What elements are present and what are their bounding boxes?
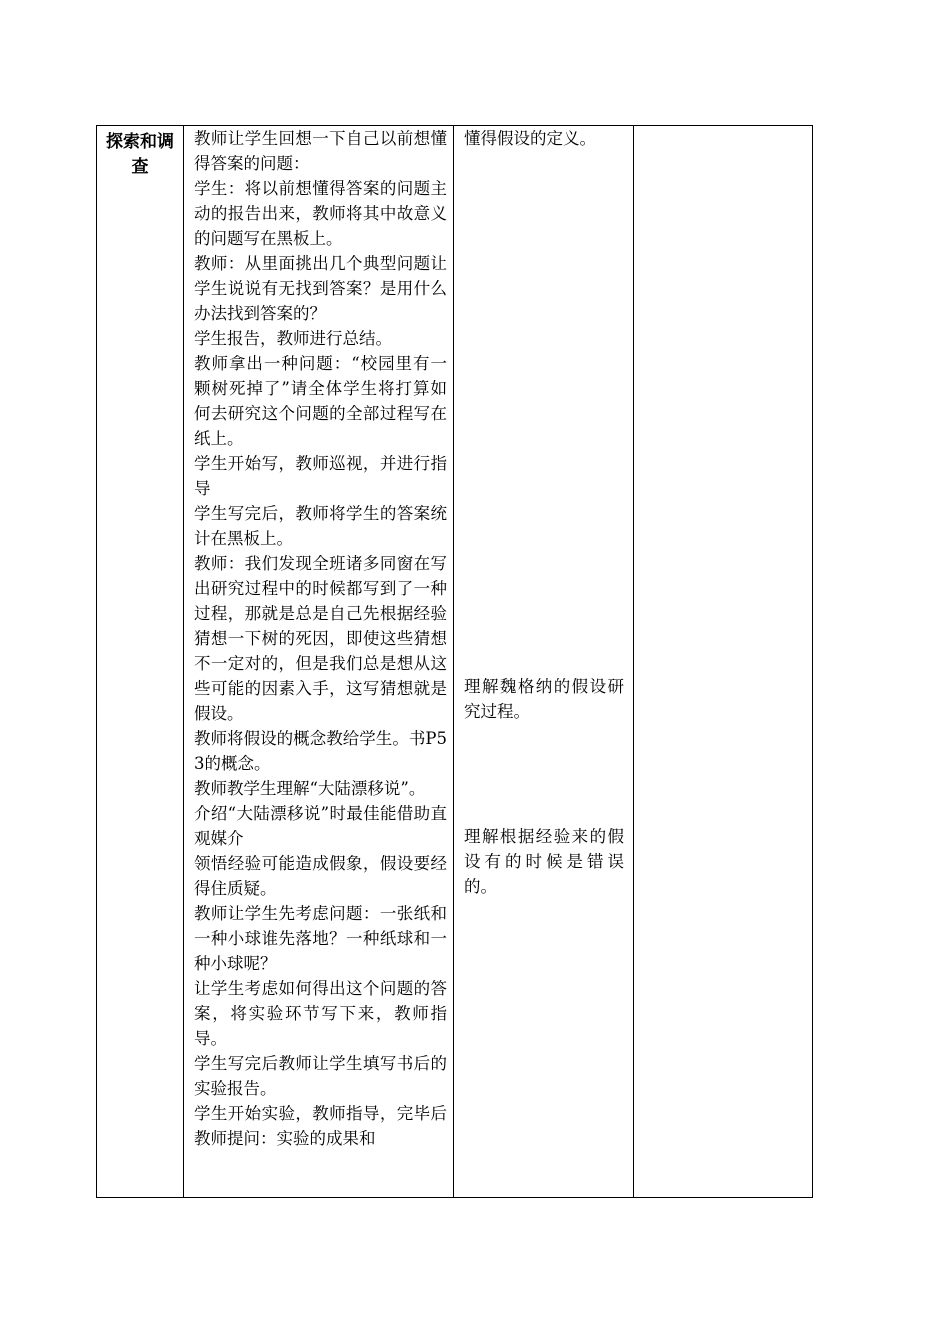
- content-paragraph: 教师拿出一种问题：“校园里有一颗树死掉了”请全体学生将打算如何去研究这个问题的全部过程写在纸上。: [194, 354, 447, 448]
- content-paragraph: 学生报告，教师进行总结。: [194, 329, 392, 348]
- content-paragraph: 让学生考虑如何得出这个问题的答案，将实验环节写下来，教师指导。: [194, 979, 447, 1048]
- objective-text: 理解魏格纳的假设研究过程。: [464, 677, 624, 721]
- section-label-cell: [97, 126, 184, 1198]
- lesson-table: [96, 125, 813, 1198]
- content-paragraph: 教师教学生理解“大陆漂移说”。: [194, 779, 426, 798]
- content-paragraph: 学生写完后，教师将学生的答案统计在黑板上。: [194, 504, 447, 548]
- content-paragraph: 学生开始实验，教师指导，完毕后教师提问：实验的成果和: [194, 1104, 447, 1148]
- content-paragraph: 教师：我们发现全班诸多同窗在写出研究过程中的时候都写到了一种过程，那就是总是自己先根据经验猜想一下树的死因，即使这些猜想不一定对的，但是我们总是想从这些可能的因素入手，这写猜想就是假设。: [194, 554, 447, 723]
- content-cell: [184, 126, 454, 1198]
- remarks-cell: [634, 126, 813, 1198]
- content-paragraph: 学生开始写，教师巡视，并进行指导: [194, 454, 447, 498]
- content-paragraph: 教师将假设的概念教给学生。书P53的概念。: [194, 729, 447, 773]
- content-paragraph: 教师让学生回想一下自己以前想懂得答案的问题：: [194, 129, 447, 173]
- objectives-cell: [454, 126, 634, 1198]
- objective-text: 懂得假设的定义。: [464, 129, 596, 148]
- content-paragraph: 教师让学生先考虑问题：一张纸和一种小球谁先落地？一种纸球和一种小球呢？: [194, 904, 447, 973]
- content-paragraph: 领悟经验可能造成假象，假设要经得住质疑。: [194, 854, 447, 898]
- table-row: [97, 126, 813, 1198]
- section-label: 探索和调查: [106, 132, 174, 177]
- content-paragraph: 学生：将以前想懂得答案的问题主动的报告出来，教师将其中故意义的问题写在黑板上。: [194, 179, 447, 248]
- content-paragraph: 学生写完后教师让学生填写书后的实验报告。: [194, 1054, 447, 1098]
- content-paragraph: 教师：从里面挑出几个典型问题让学生说说有无找到答案？是用什么办法找到答案的？: [194, 254, 447, 323]
- objective-text: 理解根据经验来的假设有的时候是错误的。: [464, 827, 624, 896]
- content-paragraph: 介绍“大陆漂移说”时最佳能借助直观媒介: [194, 804, 447, 848]
